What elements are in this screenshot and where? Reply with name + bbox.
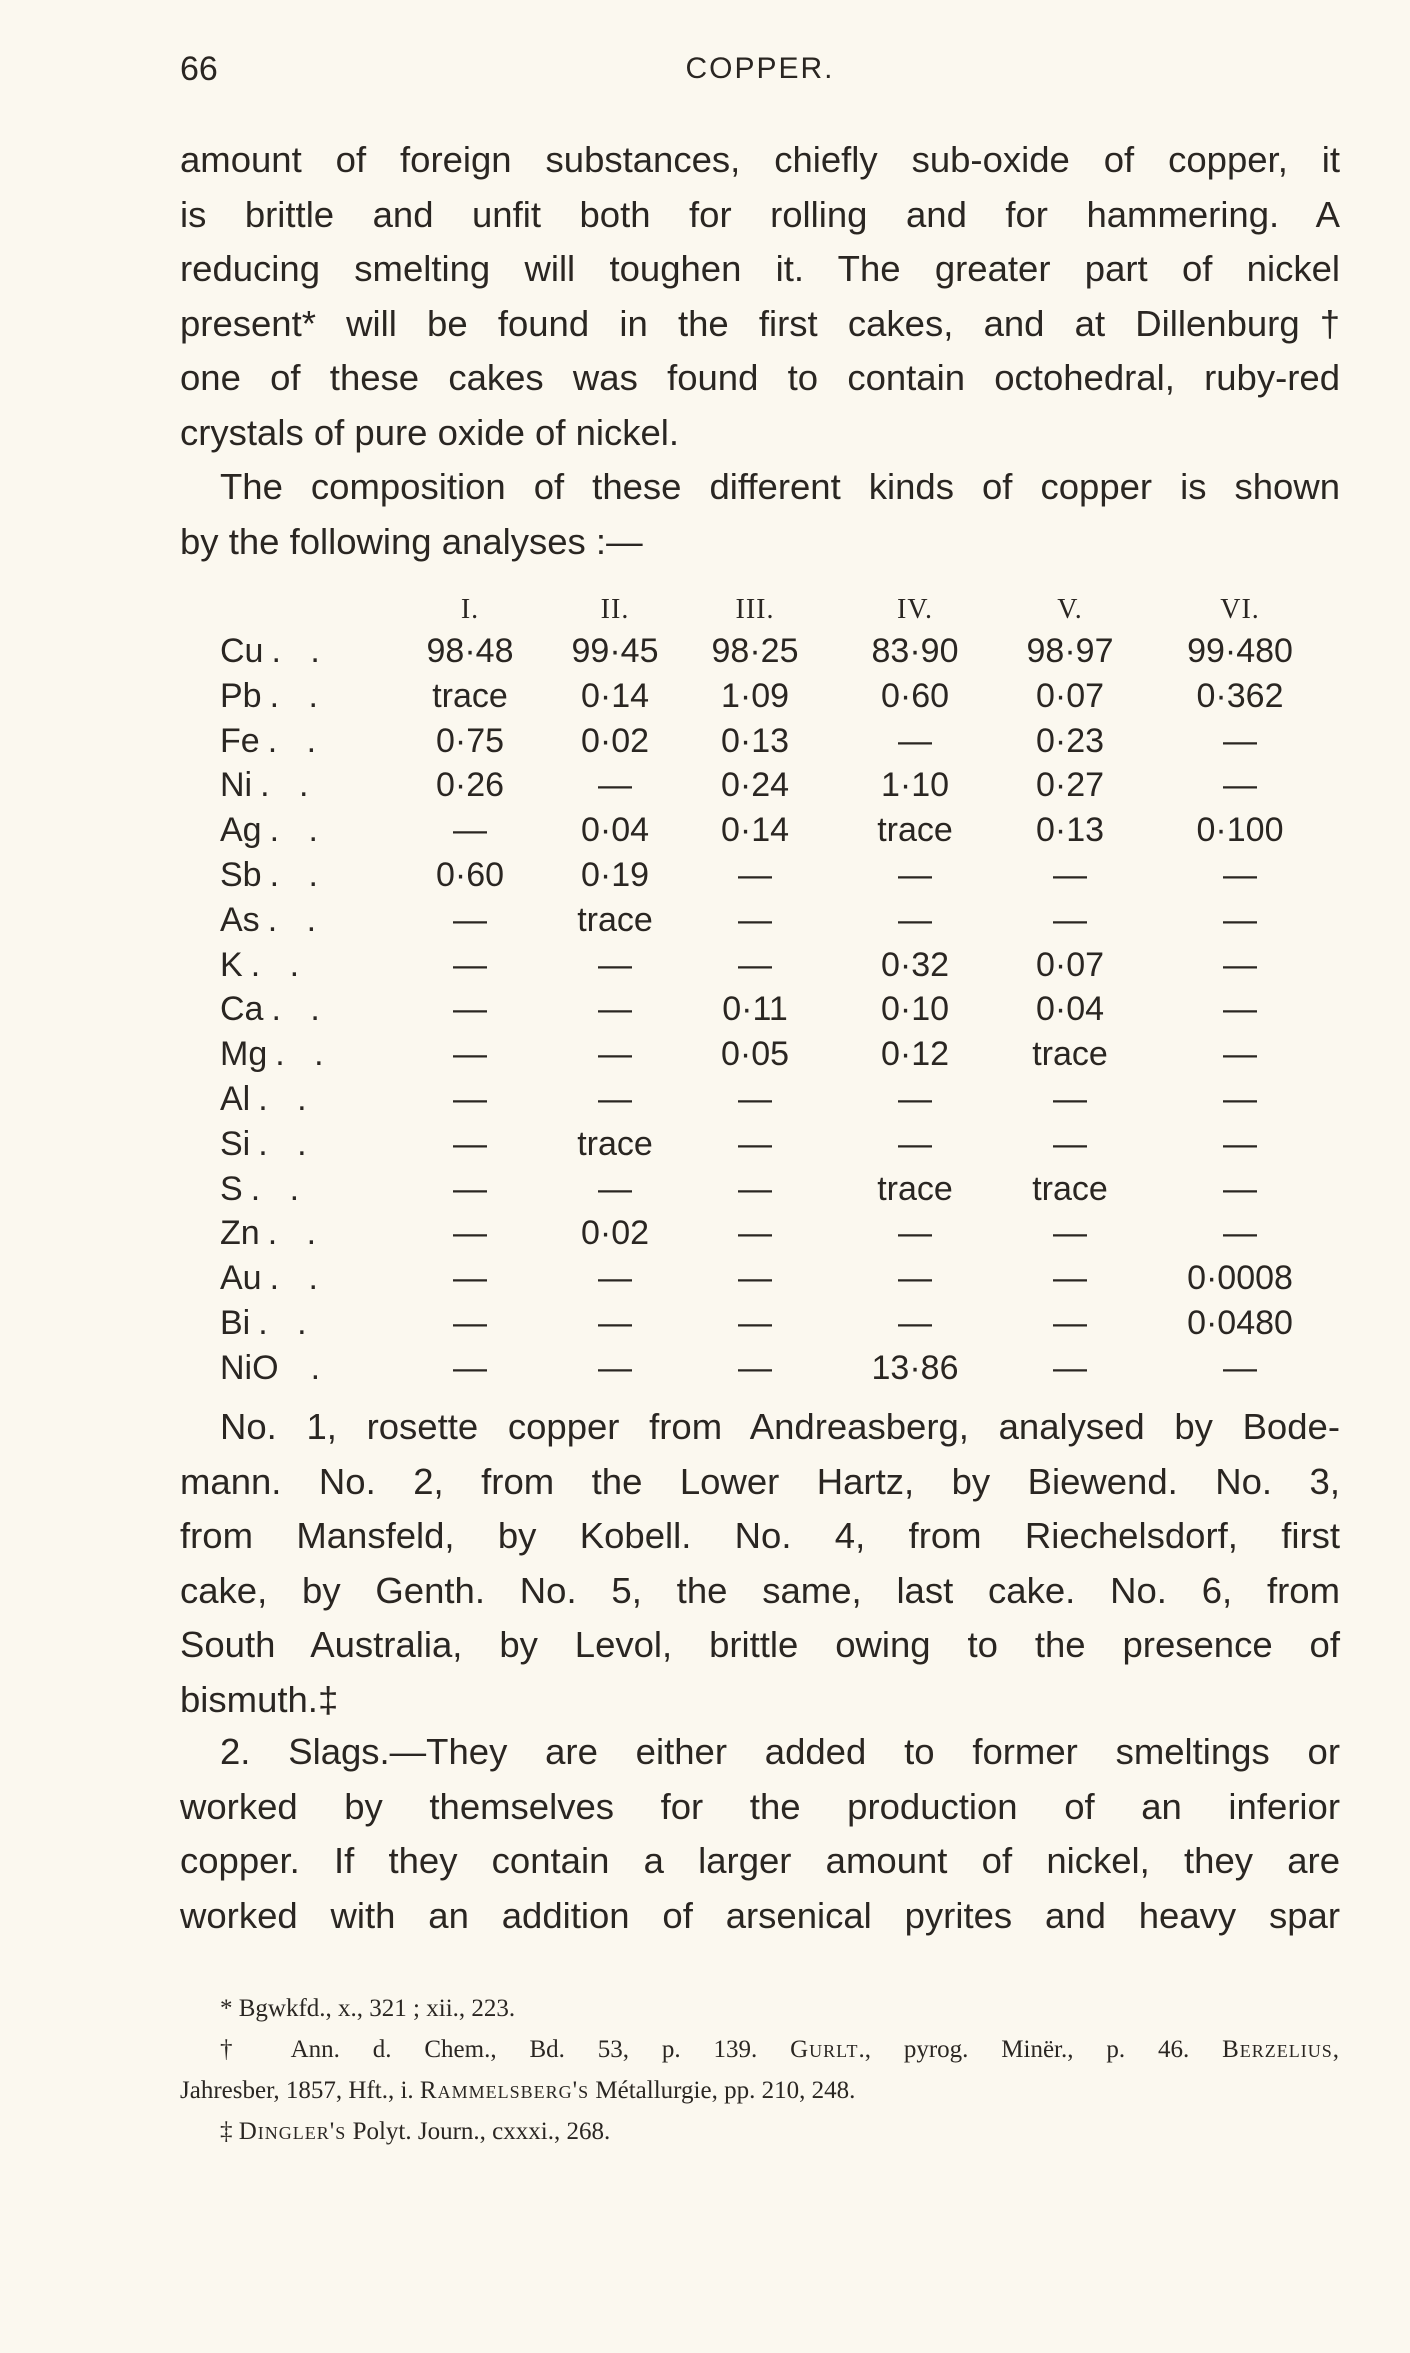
element-symbol: Cu . . (220, 632, 330, 670)
table-cell: — (453, 1303, 487, 1342)
table-row (180, 1125, 1340, 1170)
footnote: † Ann. d. Chem., Bd. 53, p. 139. Gurlt., pyrog. Minër., p. 46. Berzelius, (220, 2036, 1341, 2063)
table-cell: 0·32 (880, 945, 950, 984)
table-cell: — (738, 1348, 772, 1387)
table-cell: 98·97 (1026, 632, 1114, 670)
table-cell: — (1053, 1259, 1087, 1298)
table-cell: 98·25 (711, 632, 799, 670)
table-cell: — (598, 1169, 632, 1208)
table-cell: 0·0480 (1187, 1303, 1293, 1342)
table-cell: — (1223, 1214, 1257, 1253)
text-line: copper. If they contain a larger amount of nickel, they are (180, 1840, 1340, 1881)
text-line: reducing smelting will toughen it. The greater part of nickel (180, 248, 1340, 289)
table-cell: — (738, 900, 772, 939)
table-cell: — (1053, 1303, 1087, 1342)
table-cell: 0·07 (1035, 676, 1105, 715)
table-row (180, 1349, 1340, 1394)
paragraph-4 (180, 1725, 1340, 1943)
table-row (180, 946, 1340, 991)
column-header: V. (1057, 594, 1083, 625)
table-cell: 0·19 (580, 855, 650, 894)
table-cell: 83·90 (871, 632, 959, 670)
element-symbol: Si . . (220, 1124, 317, 1163)
column-header: I. (460, 594, 480, 625)
table-row (180, 901, 1340, 946)
table-cell: — (453, 1035, 487, 1074)
text-line: cake, by Genth. No. 5, the same, last cake. No. 6, from (180, 1569, 1340, 1611)
table-cell: — (738, 1303, 772, 1342)
table-cell: — (1223, 721, 1257, 760)
table-cell: — (1223, 1124, 1257, 1163)
table-cell: — (598, 1259, 632, 1298)
element-symbol: As . . (220, 900, 327, 939)
table-cell: 0·13 (1035, 811, 1105, 850)
text-line: is brittle and unfit both for rolling and for hammering. A (180, 193, 1340, 235)
column-header: II. (600, 594, 630, 625)
table-cell: 99·480 (1187, 632, 1293, 670)
table-cell: — (738, 1079, 772, 1118)
table-cell: — (598, 945, 632, 984)
column-header: IV. (897, 594, 933, 625)
table-cell: — (1223, 1348, 1257, 1387)
element-symbol: K . . (220, 945, 310, 984)
table-cell: 0·362 (1196, 676, 1284, 715)
table-cell: — (453, 1169, 487, 1208)
table-cell: 0·0008 (1187, 1259, 1293, 1298)
table-cell: 0·02 (580, 721, 650, 760)
text-line: bismuth.‡ (180, 1678, 339, 1720)
table-cell: — (738, 945, 772, 984)
text-line: worked by themselves for the production of an inferior (180, 1785, 1340, 1827)
paragraph-3 (180, 1400, 1340, 1727)
table-cell: trace (432, 676, 508, 715)
text-line: crystals of pure oxide of nickel. (180, 411, 680, 453)
table-body (180, 632, 1340, 1394)
table-cell: — (1053, 900, 1087, 939)
element-symbol: S . . (220, 1169, 310, 1208)
table-cell: — (1053, 1214, 1087, 1253)
table-row (180, 811, 1340, 856)
table-cell: — (738, 1214, 772, 1253)
text-line: worked with an addition of arsenical pyrites and heavy spar (180, 1894, 1340, 1936)
table-cell: — (598, 1035, 632, 1074)
table-cell: — (738, 1169, 772, 1208)
table-cell: — (453, 1124, 487, 1163)
table-cell: — (453, 1259, 487, 1298)
table-cell: 0·75 (435, 721, 505, 760)
table-row (180, 1035, 1340, 1080)
text-line: South Australia, by Levol, brittle owing to the presence of (180, 1624, 1340, 1665)
text-line: mann. No. 2, from the Lower Hartz, by Biewend. No. 3, (180, 1460, 1340, 1502)
table-cell: — (453, 900, 487, 939)
footnote: * Bgwkfd., x., 321 ; xii., 223. (220, 1995, 516, 2022)
table-cell: 1·10 (880, 766, 950, 805)
text-line: one of these cakes was found to contain octohedral, ruby-red (180, 357, 1340, 398)
table-cell: — (738, 855, 772, 894)
table-row (180, 766, 1340, 811)
table-row (180, 990, 1340, 1035)
table-cell: — (1053, 1348, 1087, 1387)
text-line: from Mansfeld, by Kobell. No. 4, from Riechelsdorf, first (180, 1515, 1340, 1556)
table-cell: 0·04 (580, 811, 650, 850)
table-cell: — (898, 1259, 932, 1298)
table-cell: — (1053, 1079, 1087, 1118)
table-cell: 0·26 (435, 766, 505, 805)
table-row (180, 677, 1340, 722)
table-cell: — (898, 1079, 932, 1118)
table-cell: — (1223, 990, 1257, 1029)
table-cell: — (1223, 900, 1257, 939)
table-cell: — (453, 945, 487, 984)
table-cell: 13·86 (871, 1348, 959, 1387)
column-header: III. (735, 594, 775, 625)
table-row (180, 1170, 1340, 1215)
table-cell: 0·02 (580, 1214, 650, 1253)
table-cell: — (898, 1124, 932, 1163)
table-cell: — (598, 1303, 632, 1342)
text-line: The composition of these different kinds of copper is shown (220, 466, 1340, 507)
running-title: COPPER. (685, 52, 835, 85)
table-cell: trace (577, 900, 653, 939)
table-cell: 0·10 (880, 990, 950, 1029)
table-cell: 0·04 (1035, 990, 1105, 1029)
table-cell: 0·14 (580, 676, 650, 715)
table-cell: trace (577, 1124, 653, 1163)
table-cell: 0·24 (720, 766, 790, 805)
table-row (180, 1080, 1340, 1125)
table-cell: — (598, 1348, 632, 1387)
table-cell: 98·48 (426, 632, 514, 670)
table-cell: 0·60 (435, 855, 505, 894)
element-symbol: Bi . . (220, 1303, 317, 1342)
table-cell: 0·100 (1196, 811, 1284, 850)
page-number: 66 (180, 50, 218, 88)
table-row (180, 722, 1340, 767)
table-cell: 0·11 (722, 990, 788, 1029)
footnotes (180, 1988, 1340, 2152)
table-cell: — (898, 900, 932, 939)
element-symbol: Zn . . (220, 1214, 327, 1253)
table-cell: — (1223, 1169, 1257, 1208)
table-cell: — (453, 1079, 487, 1118)
column-header: VI. (1220, 594, 1260, 625)
table-cell: — (898, 855, 932, 894)
element-symbol: Au . . (220, 1259, 328, 1298)
element-symbol: Mg . . (220, 1035, 334, 1074)
table-cell: 0·60 (880, 676, 950, 715)
table-row (180, 1214, 1340, 1259)
table-cell: 0·14 (720, 811, 790, 850)
table-row (180, 1304, 1340, 1349)
table-cell: — (598, 766, 632, 805)
table-cell: — (453, 811, 487, 850)
table-cell: — (598, 990, 632, 1029)
table-cell: 0·07 (1035, 945, 1105, 984)
analyses-table (180, 594, 1340, 1394)
table-cell: — (1223, 855, 1257, 894)
table-cell: — (738, 1259, 772, 1298)
table-cell: — (898, 1303, 932, 1342)
table-cell: 0·13 (720, 721, 790, 760)
table-cell: — (898, 721, 932, 760)
table-cell: 0·23 (1035, 721, 1105, 760)
element-symbol: Ag . . (220, 811, 328, 850)
paragraph-2 (180, 460, 1340, 569)
table-cell: — (1223, 945, 1257, 984)
table-cell: — (1053, 855, 1087, 894)
text-line: No. 1, rosette copper from Andreasberg, analysed by Bode- (220, 1406, 1340, 1447)
table-cell: trace (1032, 1169, 1108, 1208)
element-symbol: Pb . . (220, 676, 328, 715)
table-cell: trace (1032, 1035, 1108, 1074)
element-symbol: Al . . (220, 1079, 317, 1118)
table-cell: trace (877, 1169, 953, 1208)
text-line: by the following analyses :— (180, 520, 643, 562)
table-cell: — (453, 1214, 487, 1253)
table-row (180, 856, 1340, 901)
element-symbol: Ca . . (220, 990, 330, 1029)
element-symbol: Sb . . (220, 855, 328, 894)
text-line: 2. Slags.—They are either added to former smeltings or (220, 1731, 1340, 1772)
table-cell: 99·45 (571, 632, 659, 670)
table-cell: — (1223, 1079, 1257, 1118)
table-row (180, 1259, 1340, 1304)
footnote: Jahresber, 1857, Hft., i. Rammelsberg's Métallurgie, pp. 210, 248. (180, 2077, 856, 2104)
text-line: amount of foreign substances, chiefly sub-oxide of copper, it (180, 139, 1340, 180)
table-cell: — (598, 1079, 632, 1118)
running-head (180, 50, 1340, 100)
table-cell: — (738, 1124, 772, 1163)
text-line: present* will be found in the first cakes, and at Dillenburg† (180, 302, 1340, 344)
table-cell: 1·09 (720, 676, 790, 715)
table-cell: — (1053, 1124, 1087, 1163)
table-row (180, 632, 1340, 677)
table-header (180, 594, 1340, 632)
table-cell: trace (877, 811, 953, 850)
table-cell: — (453, 990, 487, 1029)
footnote: ‡ Dingler's Polyt. Journ., cxxxi., 268. (220, 2118, 611, 2145)
element-symbol: NiO . (220, 1348, 331, 1387)
table-cell: 0·27 (1035, 766, 1105, 805)
table-cell: — (898, 1214, 932, 1253)
table-cell: — (1223, 766, 1257, 805)
table-cell: 0·05 (720, 1035, 790, 1074)
element-symbol: Ni . . (220, 766, 319, 805)
table-cell: — (1223, 1035, 1257, 1074)
element-symbol: Fe . . (220, 721, 327, 760)
paragraph-1 (180, 133, 1340, 460)
table-cell: 0·12 (880, 1035, 950, 1074)
table-cell: — (453, 1348, 487, 1387)
